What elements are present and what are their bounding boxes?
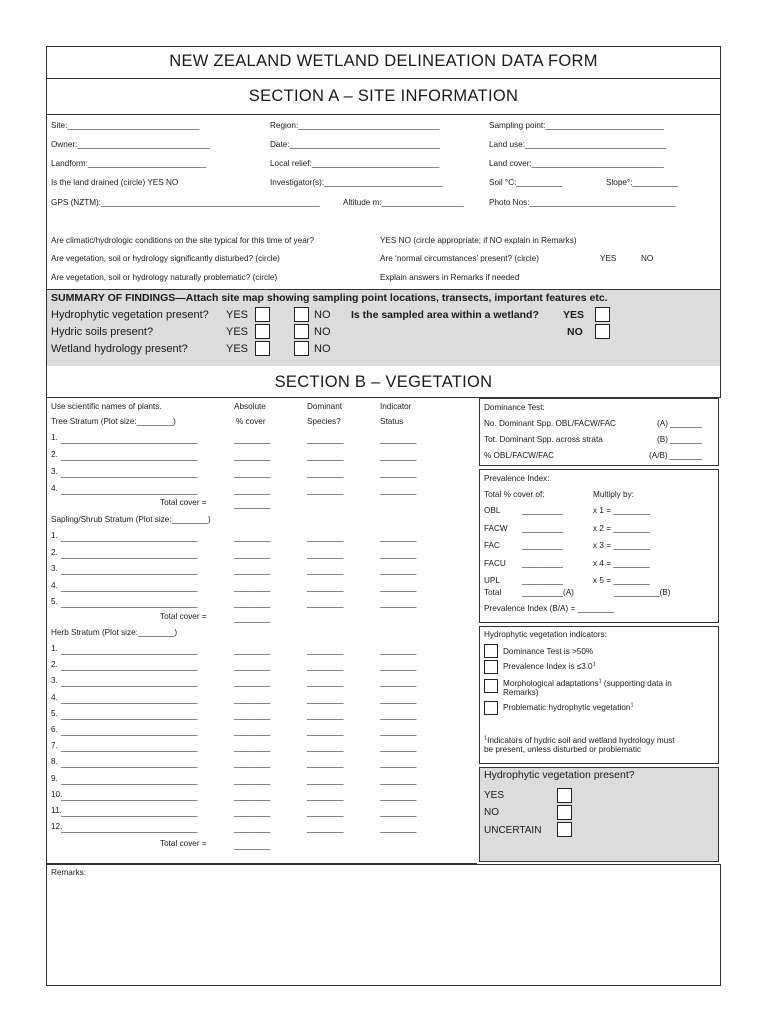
herb-species-field[interactable]: ______________________________: [61, 743, 198, 753]
morphological-adaptations-checkbox[interactable]: [484, 679, 498, 693]
herb-indicator-field[interactable]: ________: [380, 727, 417, 736]
footnote-marker: 1: [484, 735, 488, 742]
tree-row-number: 2.: [51, 450, 58, 459]
sapling-row-number: 4.: [51, 580, 58, 590]
summary-title: SUMMARY OF FINDINGS—Attach site map showing sampling point locations, transects, important features etc.: [51, 292, 608, 304]
morphological-adaptations-text-cont: (supporting data in: [601, 679, 672, 688]
gps-field[interactable]: GPS (NZTM):________________________________________________: [51, 198, 320, 207]
col-indicator: Indicator: [380, 402, 412, 411]
sapling-cover-field[interactable]: ________: [234, 533, 271, 542]
prevalence-row-cover-field[interactable]: _________: [522, 506, 563, 515]
prevalence-row-cover-field[interactable]: _________: [522, 576, 563, 585]
prevalence-index-checkbox[interactable]: [484, 660, 498, 674]
tree-indicator-field[interactable]: ________: [380, 469, 417, 478]
herb-row-number: 12.: [51, 822, 63, 832]
sapling-dominant-field[interactable]: ________: [307, 566, 344, 575]
sapling-indicator-field[interactable]: ________: [380, 599, 417, 608]
herb-species-field[interactable]: ______________________________: [61, 710, 198, 720]
herb-cover-field[interactable]: ________: [234, 775, 271, 785]
hydric-yes-label: YES: [226, 326, 249, 338]
vegetation-present-title: Hydrophytic vegetation present?: [484, 769, 635, 781]
slope-field[interactable]: Slope°:__________: [606, 178, 679, 187]
footnote-marker: 1: [592, 661, 596, 668]
hydric-soils-label: Hydric soils present?: [51, 326, 154, 338]
hydrology-no-checkbox[interactable]: [294, 341, 309, 356]
prevalence-row-multiply-field[interactable]: x 4 = ________: [593, 558, 650, 568]
dominance-test-indicator: Dominance Test is >50%: [503, 647, 594, 656]
herb-row-number: 2.: [51, 660, 58, 670]
herb-row-number: 3.: [51, 676, 58, 686]
land-cover-field[interactable]: Land cover:_____________________________: [489, 159, 664, 168]
tree-cover-field[interactable]: ________: [234, 435, 271, 444]
sapling-species-field[interactable]: ______________________________: [61, 582, 198, 592]
sapling-row-number: 2.: [51, 547, 58, 557]
dominance-row-ab-field[interactable]: (A/B) _______: [649, 451, 702, 460]
footnote-marker: 1: [598, 678, 602, 685]
form-title: NEW ZEALAND WETLAND DELINEATION DATA FORM: [169, 52, 598, 70]
dominance-test-title: Dominance Test:: [484, 403, 545, 412]
herb-indicator-field[interactable]: ________: [380, 678, 417, 688]
scientific-names-note: Use scientific names of plants.: [51, 402, 162, 411]
prevalence-total-a-field[interactable]: _________(A): [522, 588, 574, 597]
vegetation-present-uncertain-label: UNCERTAIN: [484, 825, 542, 836]
herb-dominant-field[interactable]: ________: [307, 694, 344, 704]
herb-row-number: 11.: [51, 806, 62, 815]
vegetation-present-yes-label: YES: [484, 790, 505, 801]
morphological-adaptations-text: Morphological adaptations: [503, 679, 599, 688]
section-a-divider: [46, 114, 721, 115]
tree-indicator-field[interactable]: ________: [380, 486, 417, 495]
land-use-field[interactable]: Land use:_______________________________: [489, 140, 667, 149]
hydric-no-label: NO: [314, 326, 331, 338]
hydrophytic-label: Hydrophytic vegetation present?: [51, 309, 209, 321]
prevalence-row-label: FACW: [484, 523, 508, 533]
herb-indicator-field[interactable]: ________: [380, 824, 417, 834]
within-wetland-no-label: NO: [567, 326, 583, 338]
herb-cover-field[interactable]: ________: [234, 727, 271, 736]
herb-dominant-field[interactable]: ________: [307, 678, 344, 688]
herb-stratum-label[interactable]: Herb Stratum (Plot size:________): [51, 628, 178, 637]
dominance-row-ab-label: % OBL/FACW/FAC: [484, 451, 555, 460]
problematic-vegetation-indicator: [503, 703, 634, 713]
answer-typical-conditions[interactable]: YES NO (circle appropriate; if NO explain in Remarks): [380, 236, 577, 245]
question-disturbed: Are vegetation, soil or hydrology significantly disturbed? (circle): [51, 254, 280, 263]
hydric-yes-checkbox[interactable]: [255, 324, 270, 339]
dominance-row-a-field[interactable]: (A) _______: [657, 419, 703, 428]
herb-row-number: 4.: [51, 692, 58, 702]
sapling-row-number: 5.: [51, 597, 58, 606]
herb-species-field[interactable]: ______________________________: [61, 759, 198, 769]
herb-cover-field[interactable]: ________: [234, 694, 271, 704]
herb-total-cover-field[interactable]: ________: [234, 841, 271, 850]
footnote-marker: 1: [630, 702, 634, 709]
herb-row-number: 7.: [51, 741, 58, 751]
tree-dominant-field[interactable]: ________: [307, 486, 344, 495]
herb-indicator-field[interactable]: ________: [380, 743, 417, 753]
question-problematic: Are vegetation, soil or hydrology naturally problematic? (circle): [51, 273, 278, 282]
herb-species-field[interactable]: ______________________________: [61, 646, 198, 655]
tree-dominant-field[interactable]: ________: [307, 469, 344, 478]
herb-indicator-field[interactable]: ________: [380, 775, 417, 785]
question-typical-conditions: Are climatic/hydrologic conditions on the site typical for this time of year?: [51, 236, 315, 245]
prevalence-index-indicator: [503, 662, 596, 672]
herb-dominant-field[interactable]: ________: [307, 662, 344, 672]
sampling-point-field[interactable]: Sampling point:__________________________: [489, 121, 664, 130]
herb-cover-field[interactable]: ________: [234, 678, 271, 688]
herb-cover-field[interactable]: ________: [234, 808, 271, 817]
tree-cover-field[interactable]: ________: [234, 486, 271, 495]
hydrology-yes-label: YES: [226, 343, 249, 355]
vegetation-present-yes-checkbox[interactable]: [557, 788, 572, 803]
date-field[interactable]: Date:_________________________________: [270, 140, 440, 149]
tree-species-field[interactable]: ______________________________: [61, 452, 198, 461]
dominance-row-b-label: Tot. Dominant Spp. across strata: [484, 435, 603, 444]
remarks-label: Remarks:: [51, 868, 87, 877]
question-normal-circumstances: Are ‘normal circumstances’ present? (circle): [380, 254, 539, 263]
tree-stratum-label[interactable]: Tree Stratum (Plot size:________): [51, 417, 176, 426]
hydrophytic-yes-checkbox[interactable]: [255, 307, 270, 322]
herb-dominant-field[interactable]: ________: [307, 743, 344, 753]
hydrophytic-indicators-title: Hydrophytic vegetation indicators:: [484, 630, 607, 639]
herb-dominant-field[interactable]: ________: [307, 727, 344, 736]
total-cover-of-label: Total % cover of:: [484, 490, 545, 499]
herb-dominant-field[interactable]: ________: [307, 759, 344, 769]
herb-indicator-field[interactable]: ________: [380, 759, 417, 769]
herb-dominant-field[interactable]: ________: [307, 808, 344, 817]
altitude-field[interactable]: Altitude m:__________________: [343, 198, 464, 207]
sapling-stratum-label[interactable]: Sapling/Shrub Stratum (Plot size:________): [51, 515, 211, 524]
herb-indicator-field[interactable]: ________: [380, 662, 417, 672]
sapling-dominant-field[interactable]: ________: [307, 599, 344, 608]
herb-total-cover-label: Total cover =: [160, 839, 207, 848]
local-relief-field[interactable]: Local relief:____________________________: [270, 159, 440, 168]
herb-row-number: 9.: [51, 773, 58, 783]
sapling-species-field[interactable]: ______________________________: [61, 599, 198, 608]
herb-indicator-field[interactable]: ________: [380, 808, 417, 817]
sapling-row-number: 1.: [51, 531, 58, 540]
col-status: Status: [380, 417, 404, 426]
prevalence-row-label: FAC: [484, 541, 500, 550]
sapling-species-field[interactable]: ______________________________: [61, 566, 198, 575]
section-b-title: SECTION B – VEGETATION: [274, 373, 493, 391]
section-a-title: SECTION A – SITE INFORMATION: [248, 87, 519, 105]
herb-indicator-field[interactable]: ________: [380, 710, 417, 720]
prevalence-total-b-field[interactable]: __________(B): [614, 588, 671, 597]
sapling-total-cover-label: Total cover =: [160, 612, 207, 621]
photo-nos-field[interactable]: Photo Nos:________________________________: [489, 198, 676, 207]
sapling-cover-field[interactable]: ________: [234, 582, 271, 592]
sapling-cover-field[interactable]: ________: [234, 599, 271, 608]
herb-cover-field[interactable]: ________: [234, 646, 271, 655]
hydrophytic-yes-label: YES: [226, 309, 249, 321]
remarks-box[interactable]: [46, 864, 721, 986]
indicators-footnote-line2: be present, unless disturbed or problematic: [484, 745, 642, 754]
herb-indicator-field[interactable]: ________: [380, 646, 417, 655]
tree-cover-field[interactable]: ________: [234, 469, 271, 478]
herb-row-number: 5.: [51, 708, 58, 718]
herb-cover-field[interactable]: ________: [234, 743, 271, 753]
prevalence-row-cover-field[interactable]: _________: [522, 558, 563, 568]
sapling-cover-field[interactable]: ________: [234, 566, 271, 575]
sapling-indicator-field[interactable]: ________: [380, 582, 417, 592]
tree-row-number: 3.: [51, 467, 58, 476]
tree-row-number: 4.: [51, 484, 58, 493]
dominance-test-checkbox[interactable]: [484, 644, 498, 658]
herb-indicator-field[interactable]: ________: [380, 791, 417, 801]
sapling-row-number: 3.: [51, 564, 58, 573]
hydric-no-checkbox[interactable]: [294, 324, 309, 339]
within-wetland-yes-label: YES: [563, 309, 585, 321]
sapling-dominant-field[interactable]: ________: [307, 533, 344, 542]
investigators-field[interactable]: Investigator(s):__________________________: [270, 178, 443, 187]
prevalence-row-label: UPL: [484, 576, 500, 585]
tree-indicator-field[interactable]: ________: [380, 452, 417, 461]
indicators-footnote-line1: Indicators of hydric soil and wetland hydrology must: [487, 736, 675, 745]
prevalence-row-multiply-field[interactable]: x 1 = ________: [593, 506, 650, 515]
prevalence-index-indicator-text: Prevalence Index is ≤3.0: [503, 662, 593, 671]
herb-species-field[interactable]: ______________________________: [61, 662, 198, 672]
herb-cover-field[interactable]: ________: [234, 759, 271, 769]
herb-cover-field[interactable]: ________: [234, 662, 271, 672]
tree-species-field[interactable]: ______________________________: [61, 486, 198, 495]
herb-species-field[interactable]: ______________________________: [61, 824, 198, 834]
herb-species-field[interactable]: ______________________________: [61, 727, 198, 736]
sapling-species-field[interactable]: ______________________________: [61, 549, 198, 559]
col-absolute: Absolute: [234, 402, 266, 411]
normal-circumstances-no[interactable]: NO: [641, 254, 654, 263]
prevalence-row-cover-field[interactable]: _________: [522, 541, 563, 550]
tree-row-number: 1.: [51, 433, 58, 442]
morphological-adaptations-remarks: Remarks): [503, 688, 539, 697]
herb-dominant-field[interactable]: ________: [307, 824, 344, 834]
col-dominant: Dominant: [307, 402, 343, 411]
region-field[interactable]: Region:_______________________________: [270, 121, 440, 130]
herb-dominant-field[interactable]: ________: [307, 646, 344, 655]
herb-species-field[interactable]: ______________________________: [61, 694, 198, 704]
sapling-dominant-field[interactable]: ________: [307, 549, 344, 559]
hydrophytic-no-label: NO: [314, 309, 331, 321]
landform-field[interactable]: Landform:__________________________: [51, 159, 207, 168]
tree-dominant-field[interactable]: ________: [307, 452, 344, 461]
multiply-by-label: Multiply by:: [593, 490, 634, 499]
hydrophytic-no-checkbox[interactable]: [294, 307, 309, 322]
land-drained-field[interactable]: Is the land drained (circle) YES NO: [51, 178, 179, 187]
sapling-dominant-field[interactable]: ________: [307, 582, 344, 592]
herb-cover-field[interactable]: ________: [234, 710, 271, 720]
sapling-species-field[interactable]: ______________________________: [61, 533, 198, 542]
herb-row-number: 6.: [51, 725, 58, 734]
explain-remarks-note: Explain answers in Remarks if needed: [380, 273, 520, 282]
tree-total-cover-label: Total cover =: [160, 498, 207, 507]
sapling-total-cover-field[interactable]: ________: [234, 614, 271, 623]
tree-dominant-field[interactable]: ________: [307, 435, 344, 444]
dominance-row-b-field[interactable]: (B) _______: [657, 435, 703, 444]
wetland-hydrology-label: Wetland hydrology present?: [51, 343, 188, 355]
site-field[interactable]: Site:_____________________________: [51, 121, 200, 130]
prevalence-row-multiply-field[interactable]: x 2 = ________: [593, 523, 650, 533]
tree-species-field[interactable]: ______________________________: [61, 469, 198, 478]
herb-species-field[interactable]: ______________________________: [61, 791, 198, 801]
vegetation-present-uncertain-checkbox[interactable]: [557, 822, 572, 837]
soil-temperature-field[interactable]: Soil °C:__________: [489, 178, 562, 187]
dominance-row-a-label: No. Dominant Spp. OBL/FACW/FAC: [484, 419, 616, 428]
prevalence-row-label: FACU: [484, 558, 506, 568]
herb-dominant-field[interactable]: ________: [307, 775, 344, 785]
herb-row-number: 1.: [51, 644, 58, 653]
herb-cover-field[interactable]: ________: [234, 791, 271, 801]
sapling-indicator-field[interactable]: ________: [380, 566, 417, 575]
owner-field[interactable]: Owner:_____________________________: [51, 140, 210, 149]
herb-indicator-field[interactable]: ________: [380, 694, 417, 704]
vegetation-present-no-label: NO: [484, 807, 499, 818]
hydrology-no-label: NO: [314, 343, 331, 355]
prevalence-row-multiply-field[interactable]: x 5 = ________: [593, 576, 650, 585]
tree-cover-field[interactable]: ________: [234, 452, 271, 461]
prevalence-row-label: OBL: [484, 506, 501, 515]
normal-circumstances-yes[interactable]: YES: [600, 254, 617, 263]
herb-dominant-field[interactable]: ________: [307, 791, 344, 801]
herb-dominant-field[interactable]: ________: [307, 710, 344, 720]
prevalence-row-cover-field[interactable]: _________: [522, 523, 563, 533]
within-wetland-question: Is the sampled area within a wetland?: [351, 309, 539, 321]
tree-species-field[interactable]: ______________________________: [61, 435, 198, 444]
herb-row-number: 10.: [51, 789, 63, 799]
herb-species-field[interactable]: ______________________________: [61, 678, 198, 688]
hydrology-yes-checkbox[interactable]: [255, 341, 270, 356]
prevalence-row-multiply-field[interactable]: x 3 = ________: [593, 541, 650, 550]
sapling-indicator-field[interactable]: ________: [380, 533, 417, 542]
prevalence-index-title: Prevalence Index:: [484, 474, 550, 483]
problematic-vegetation-text: Problematic hydrophytic vegetation: [503, 703, 631, 712]
prevalence-total-label: Total: [484, 588, 502, 597]
herb-species-field[interactable]: ______________________________: [61, 808, 198, 817]
problematic-vegetation-checkbox[interactable]: [484, 701, 498, 715]
sapling-cover-field[interactable]: ________: [234, 549, 271, 559]
herb-cover-field[interactable]: ________: [234, 824, 271, 834]
prevalence-index-field[interactable]: Prevalence Index (B/A) = ________: [484, 604, 614, 613]
vegetation-present-no-checkbox[interactable]: [557, 805, 572, 820]
col-species: Species?: [307, 417, 341, 426]
within-wetland-yes-checkbox[interactable]: [595, 307, 610, 322]
tree-total-cover-field[interactable]: ________: [234, 500, 271, 509]
tree-indicator-field[interactable]: ________: [380, 435, 417, 444]
within-wetland-no-checkbox[interactable]: [595, 324, 610, 339]
sapling-indicator-field[interactable]: ________: [380, 549, 417, 559]
herb-species-field[interactable]: ______________________________: [61, 775, 198, 785]
herb-row-number: 8.: [51, 757, 58, 767]
col-percent-cover: % cover: [236, 417, 266, 426]
